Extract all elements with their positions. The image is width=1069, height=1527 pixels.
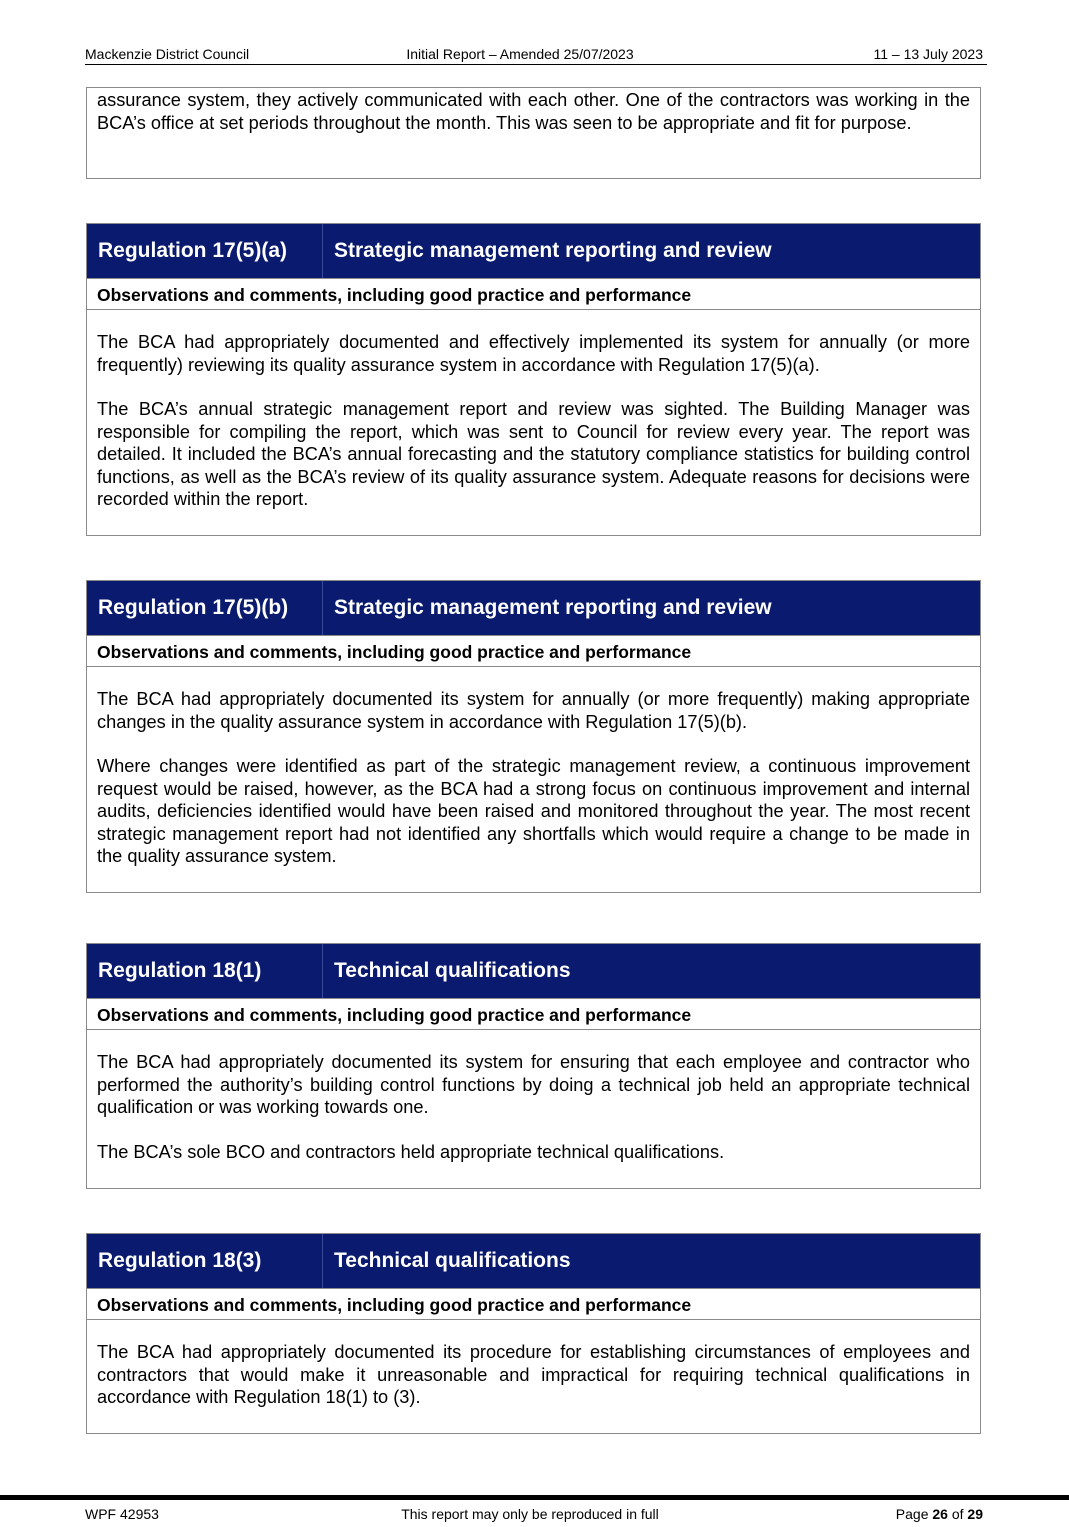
regulation-header: [87, 944, 980, 998]
observations-label: Observations and comments, including good practice and performance: [87, 1288, 980, 1320]
footer-rule: [0, 1495, 1069, 1500]
continuation-paragraph: assurance system, they actively communicated with each other. One of the contractors was working in the BCA’s office at set periods throughout the month. This was seen to be appropriate and fit for purpose.: [97, 90, 970, 133]
regulation-code: Regulation 18(3): [87, 1234, 323, 1288]
observations-body: [87, 1030, 980, 1163]
regulation-title: Technical qualifications: [334, 1249, 571, 1272]
page-current: 26: [932, 1506, 948, 1522]
observations-label: Observations and comments, including good practice and performance: [87, 278, 980, 310]
regulation-code: Regulation 18(1): [87, 944, 323, 998]
regulation-code: Regulation 17(5)(a): [87, 224, 323, 278]
regulation-section: [86, 943, 981, 1189]
header-report-title: Initial Report – Amended 25/07/2023: [406, 46, 634, 62]
page-header: [85, 45, 987, 65]
observations-body: [87, 310, 980, 511]
observations-body: [87, 1320, 980, 1409]
regulation-section: [86, 1233, 981, 1434]
regulation-title: Strategic management reporting and review: [334, 596, 772, 619]
header-organisation: Mackenzie District Council: [85, 46, 250, 62]
regulation-title: Strategic management reporting and review: [334, 239, 772, 262]
footer-reference: WPF 42953: [85, 1506, 159, 1522]
footer-notice: This report may only be reproduced in full: [401, 1506, 659, 1522]
paragraph: Where changes were identified as part of the strategic management review, a continuous improvement request would be raised, however, as the BCA had a strong focus on continuous improvement and internal audits, deficiencies identified would have been raised and monitored throughout the year. The most recent strategic management report had not identified any shortfalls which would require a change to be made in the quality assurance system.: [97, 756, 970, 866]
regulation-section: [86, 223, 981, 536]
paragraph: The BCA had appropriately documented its system for annually (or more frequently) making appropriate changes in the quality assurance system in accordance with Regulation 17(5)(b).: [97, 689, 970, 732]
page-prefix: Page: [895, 1506, 933, 1522]
page-number: [896, 1505, 983, 1524]
header-dates: 11 – 13 July 2023: [873, 46, 983, 62]
continuation-box: [86, 87, 981, 179]
paragraph: The BCA’s annual strategic management report and review was sighted. The Building Manager was responsible for compiling the report, which was sent to Council for review every year. The report was detailed. It included the BCA’s annual forecasting and the statutory compliance statistics for building control functions, as well as the BCA’s review of its quality assurance system. Adequate reasons for decisions were recorded within the report.: [97, 399, 970, 509]
regulation-code: Regulation 17(5)(b): [87, 581, 323, 635]
regulation-header: [87, 224, 980, 278]
regulation-title: Technical qualifications: [334, 959, 571, 982]
paragraph: The BCA had appropriately documented its procedure for establishing circumstances of employees and contractors that would make it unreasonable and impractical for requiring technical qualifications in accordance with Regulation 18(1) to (3).: [97, 1342, 970, 1407]
regulation-section: [86, 580, 981, 893]
observations-body: [87, 667, 980, 868]
paragraph: The BCA had appropriately documented and effectively implemented its system for annually (or more frequently) reviewing its quality assurance system in accordance with Regulation 17(5)(a).: [97, 332, 970, 375]
paragraph: The BCA had appropriately documented its system for ensuring that each employee and contractor who performed the authority’s building control functions by doing a technical job held an appropriate technical qualification or was working towards one.: [97, 1052, 970, 1117]
regulation-header: [87, 581, 980, 635]
paragraph: The BCA’s sole BCO and contractors held appropriate technical qualifications.: [97, 1141, 725, 1162]
observations-label: Observations and comments, including good practice and performance: [87, 635, 980, 667]
page-of: of: [947, 1506, 968, 1522]
page-total: 29: [967, 1506, 983, 1522]
observations-label: Observations and comments, including good practice and performance: [87, 998, 980, 1030]
regulation-header: [87, 1234, 980, 1288]
